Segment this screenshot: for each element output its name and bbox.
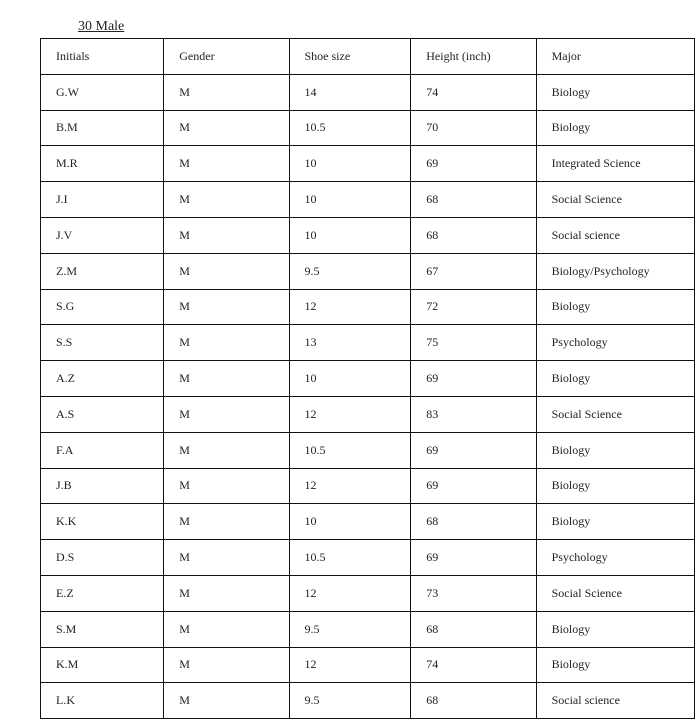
gender-cell: M bbox=[164, 540, 289, 576]
major-cell: Social Science bbox=[536, 575, 694, 611]
initials-cell: E.Z bbox=[41, 575, 164, 611]
table-row bbox=[41, 182, 695, 218]
table-row bbox=[41, 289, 695, 325]
gender-cell: M bbox=[164, 110, 289, 146]
gender-cell: M bbox=[164, 683, 289, 719]
height-cell: 69 bbox=[411, 146, 536, 182]
initials-cell: D.S bbox=[41, 540, 164, 576]
initials-cell: M.R bbox=[41, 146, 164, 182]
table-row bbox=[41, 396, 695, 432]
height-cell: 68 bbox=[411, 504, 536, 540]
gender-cell: M bbox=[164, 575, 289, 611]
table-body bbox=[41, 74, 695, 718]
major-cell: Biology bbox=[536, 647, 694, 683]
height-cell: 68 bbox=[411, 182, 536, 218]
table-row bbox=[41, 146, 695, 182]
major-cell: Biology bbox=[536, 611, 694, 647]
major-cell: Biology bbox=[536, 504, 694, 540]
student-data-table bbox=[40, 38, 695, 719]
table-row bbox=[41, 432, 695, 468]
initials-cell: A.Z bbox=[41, 361, 164, 397]
shoe-size-cell: 10 bbox=[289, 217, 411, 253]
gender-cell: M bbox=[164, 504, 289, 540]
height-cell: 69 bbox=[411, 468, 536, 504]
major-cell: Biology bbox=[536, 74, 694, 110]
header-height: Height (inch) bbox=[411, 39, 536, 75]
shoe-size-cell: 10.5 bbox=[289, 110, 411, 146]
major-cell: Social Science bbox=[536, 396, 694, 432]
gender-cell: M bbox=[164, 611, 289, 647]
table-row bbox=[41, 110, 695, 146]
table-row bbox=[41, 504, 695, 540]
table-row bbox=[41, 647, 695, 683]
document-heading: 30 Male bbox=[78, 19, 125, 34]
initials-cell: S.S bbox=[41, 325, 164, 361]
height-cell: 68 bbox=[411, 611, 536, 647]
height-cell: 74 bbox=[411, 74, 536, 110]
table-row bbox=[41, 468, 695, 504]
table-header-row bbox=[41, 39, 695, 75]
height-cell: 69 bbox=[411, 432, 536, 468]
height-cell: 70 bbox=[411, 110, 536, 146]
header-initials: Initials bbox=[41, 39, 164, 75]
gender-cell: M bbox=[164, 217, 289, 253]
height-cell: 74 bbox=[411, 647, 536, 683]
major-cell: Psychology bbox=[536, 540, 694, 576]
gender-cell: M bbox=[164, 647, 289, 683]
table-row bbox=[41, 683, 695, 719]
gender-cell: M bbox=[164, 74, 289, 110]
initials-cell: S.M bbox=[41, 611, 164, 647]
major-cell: Biology bbox=[536, 432, 694, 468]
shoe-size-cell: 12 bbox=[289, 647, 411, 683]
shoe-size-cell: 9.5 bbox=[289, 683, 411, 719]
header-gender: Gender bbox=[164, 39, 289, 75]
table-row bbox=[41, 325, 695, 361]
major-cell: Social Science bbox=[536, 182, 694, 218]
shoe-size-cell: 12 bbox=[289, 575, 411, 611]
major-cell: Psychology bbox=[536, 325, 694, 361]
gender-cell: M bbox=[164, 182, 289, 218]
major-cell: Biology bbox=[536, 110, 694, 146]
shoe-size-cell: 10 bbox=[289, 361, 411, 397]
gender-cell: M bbox=[164, 468, 289, 504]
shoe-size-cell: 10 bbox=[289, 504, 411, 540]
gender-cell: M bbox=[164, 396, 289, 432]
shoe-size-cell: 12 bbox=[289, 289, 411, 325]
height-cell: 75 bbox=[411, 325, 536, 361]
header-major: Major bbox=[536, 39, 694, 75]
height-cell: 69 bbox=[411, 540, 536, 576]
initials-cell: G.W bbox=[41, 74, 164, 110]
shoe-size-cell: 10.5 bbox=[289, 432, 411, 468]
major-cell: Biology bbox=[536, 289, 694, 325]
major-cell: Social science bbox=[536, 217, 694, 253]
initials-cell: L.K bbox=[41, 683, 164, 719]
initials-cell: K.M bbox=[41, 647, 164, 683]
height-cell: 73 bbox=[411, 575, 536, 611]
major-cell: Biology bbox=[536, 468, 694, 504]
major-cell: Integrated Science bbox=[536, 146, 694, 182]
initials-cell: Z.M bbox=[41, 253, 164, 289]
initials-cell: J.B bbox=[41, 468, 164, 504]
table-row bbox=[41, 540, 695, 576]
shoe-size-cell: 9.5 bbox=[289, 611, 411, 647]
height-cell: 68 bbox=[411, 217, 536, 253]
gender-cell: M bbox=[164, 146, 289, 182]
shoe-size-cell: 10.5 bbox=[289, 540, 411, 576]
shoe-size-cell: 13 bbox=[289, 325, 411, 361]
shoe-size-cell: 10 bbox=[289, 146, 411, 182]
table-row bbox=[41, 611, 695, 647]
gender-cell: M bbox=[164, 325, 289, 361]
initials-cell: K.K bbox=[41, 504, 164, 540]
initials-cell: J.V bbox=[41, 217, 164, 253]
header-shoe-size: Shoe size bbox=[289, 39, 411, 75]
shoe-size-cell: 9.5 bbox=[289, 253, 411, 289]
height-cell: 69 bbox=[411, 361, 536, 397]
height-cell: 67 bbox=[411, 253, 536, 289]
major-cell: Social science bbox=[536, 683, 694, 719]
table-row bbox=[41, 575, 695, 611]
height-cell: 72 bbox=[411, 289, 536, 325]
height-cell: 68 bbox=[411, 683, 536, 719]
shoe-size-cell: 10 bbox=[289, 182, 411, 218]
major-cell: Biology bbox=[536, 361, 694, 397]
major-cell: Biology/Psychology bbox=[536, 253, 694, 289]
shoe-size-cell: 14 bbox=[289, 74, 411, 110]
shoe-size-cell: 12 bbox=[289, 468, 411, 504]
initials-cell: J.I bbox=[41, 182, 164, 218]
initials-cell: B.M bbox=[41, 110, 164, 146]
gender-cell: M bbox=[164, 432, 289, 468]
gender-cell: M bbox=[164, 289, 289, 325]
initials-cell: F.A bbox=[41, 432, 164, 468]
table-row bbox=[41, 253, 695, 289]
initials-cell: S.G bbox=[41, 289, 164, 325]
shoe-size-cell: 12 bbox=[289, 396, 411, 432]
initials-cell: A.S bbox=[41, 396, 164, 432]
table-row bbox=[41, 217, 695, 253]
table-row bbox=[41, 74, 695, 110]
gender-cell: M bbox=[164, 253, 289, 289]
height-cell: 83 bbox=[411, 396, 536, 432]
gender-cell: M bbox=[164, 361, 289, 397]
table-row bbox=[41, 361, 695, 397]
